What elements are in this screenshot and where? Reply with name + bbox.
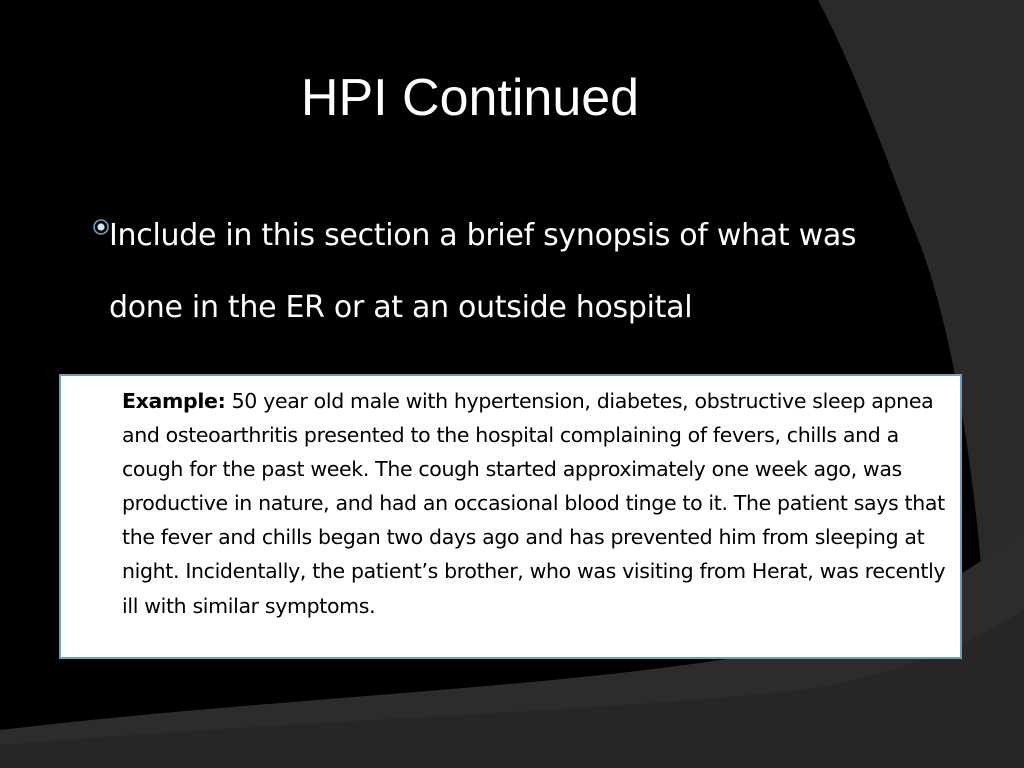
bullet-text: Include in this section a brief synopsis of what was done in the ER or at an outside hospital (109, 218, 857, 325)
slide-title: HPI Continued (300, 69, 640, 127)
example-text-box (59, 374, 962, 659)
example-body: 50 year old male with hypertension, diabetes, obstructive sleep apnea and osteoarthritis presented to the hospital complaining of fevers, chills and a cough for the past week. The cough started approximately one week ago, was productive in nature, and had an occasional blood tinge to it. The patient says that the fever and chills began two days ago and has prevented him from sleeping at night. Incidentally, the patient’s brother, who was visiting from Herat, was recently ill with similar symptoms. (122, 389, 946, 618)
example-label: Example: (122, 389, 226, 413)
example-paragraph (122, 384, 960, 623)
